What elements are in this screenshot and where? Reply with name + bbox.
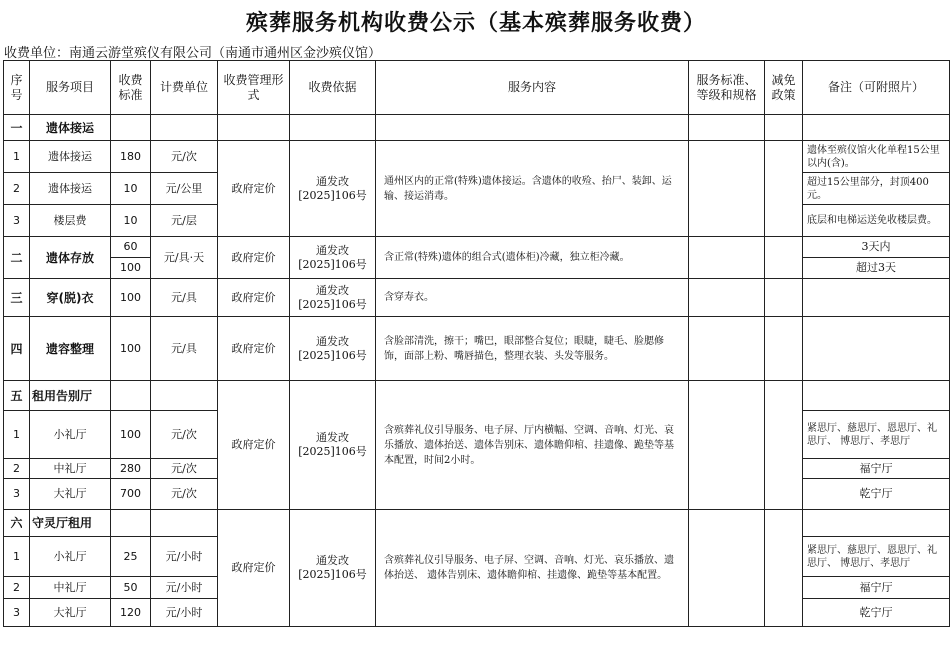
remark: 超过3天 <box>803 258 950 279</box>
basis: 通发改[2025]106号 <box>290 237 376 279</box>
table-row <box>4 279 950 317</box>
section-name: 穿(脱)衣 <box>30 279 111 317</box>
remark: 乾宁厅 <box>803 479 950 510</box>
charging-unit: 收费单位：南通云游堂殡仪有限公司（南通市通州区金沙殡仪馆） <box>4 46 382 61</box>
row-unit: 元/具·天 <box>151 237 218 279</box>
header-remarks: 备注（可附照片） <box>803 61 950 115</box>
service-content: 含穿寿衣。 <box>376 279 689 317</box>
section-row <box>4 510 950 537</box>
section-name: 租用告别厅 <box>30 381 111 411</box>
section-no: 六 <box>4 510 30 537</box>
remark: 紧思厅、慈思厅、恩思厅、礼思厅、 博思厅、孝思厅 <box>803 411 950 459</box>
row-no: 3 <box>4 205 30 237</box>
row-unit: 元/次 <box>151 479 218 510</box>
row-item: 大礼厅 <box>30 599 111 627</box>
remark: 福宁厅 <box>803 459 950 479</box>
basis: 通发改[2025]106号 <box>290 317 376 381</box>
remark: 乾宁厅 <box>803 599 950 627</box>
service-content: 含正常(特殊)遗体的组合式(遗体柜)冷藏，独立柜冷藏。 <box>376 237 689 279</box>
row-item: 楼层费 <box>30 205 111 237</box>
row-unit: 元/次 <box>151 459 218 479</box>
row-fee: 50 <box>111 577 151 599</box>
section-no: 五 <box>4 381 30 411</box>
row-no: 2 <box>4 577 30 599</box>
row-no: 3 <box>4 599 30 627</box>
header-seq: 序号 <box>4 61 30 115</box>
row-no: 1 <box>4 537 30 577</box>
section-no: 四 <box>4 317 30 381</box>
row-no: 3 <box>4 479 30 510</box>
header-mgmt-form: 收费管理形式 <box>218 61 290 115</box>
section-no: 一 <box>4 115 30 141</box>
row-unit: 元/层 <box>151 205 218 237</box>
mgmt-form: 政府定价 <box>218 237 290 279</box>
table-row <box>4 317 950 381</box>
remark: 3天内 <box>803 237 950 258</box>
row-fee: 100 <box>111 279 151 317</box>
section-row <box>4 381 950 411</box>
row-fee: 60 <box>111 237 151 258</box>
row-fee: 120 <box>111 599 151 627</box>
basis: 通发改[2025]106号 <box>290 141 376 237</box>
section-no: 二 <box>4 237 30 279</box>
row-item: 中礼厅 <box>30 459 111 479</box>
row-fee: 280 <box>111 459 151 479</box>
row-fee: 10 <box>111 205 151 237</box>
row-item: 大礼厅 <box>30 479 111 510</box>
table-row <box>4 237 950 258</box>
mgmt-form: 政府定价 <box>218 510 290 627</box>
header-waiver: 减免政策 <box>765 61 803 115</box>
mgmt-form: 政府定价 <box>218 381 290 510</box>
basis: 通发改[2025]106号 <box>290 381 376 510</box>
header-standard: 服务标准、等级和规格 <box>689 61 765 115</box>
row-no: 2 <box>4 459 30 479</box>
section-row <box>4 115 950 141</box>
basis: 通发改[2025]106号 <box>290 279 376 317</box>
header-item: 服务项目 <box>30 61 111 115</box>
row-no: 2 <box>4 173 30 205</box>
mgmt-form: 政府定价 <box>218 317 290 381</box>
service-content: 含脸部清洗，擦干；嘴巴，眼部整合复位；眼睫，睫毛、脸腮修饰，面部上粉、嘴唇描色，整理衣装、头发等服务。 <box>376 317 689 381</box>
fee-table <box>3 60 950 627</box>
row-fee: 100 <box>111 258 151 279</box>
section-name: 守灵厅租用 <box>30 510 111 537</box>
page-title: 殡葬服务机构收费公示（基本殡葬服务收费） <box>245 10 706 36</box>
section-name: 遗体接运 <box>30 115 111 141</box>
header-content: 服务内容 <box>376 61 689 115</box>
header-basis: 收费依据 <box>290 61 376 115</box>
row-item: 小礼厅 <box>30 411 111 459</box>
row-fee: 180 <box>111 141 151 173</box>
row-unit: 元/次 <box>151 411 218 459</box>
row-item: 遗体接运 <box>30 141 111 173</box>
remark: 紧思厅、慈思厅、恩思厅、礼思厅、 博思厅、孝思厅 <box>803 537 950 577</box>
row-unit: 元/小时 <box>151 537 218 577</box>
header-billing-unit: 计费单位 <box>151 61 218 115</box>
row-unit: 元/小时 <box>151 599 218 627</box>
service-content: 含殡葬礼仪引导服务、电子屏、空调、音响、灯光、哀乐播放、遗体抬送、 遗体告别床、遗体瞻仰棺、挂遗像、跪垫等基本配置。 <box>376 510 689 627</box>
row-fee: 100 <box>111 411 151 459</box>
service-content: 含殡葬礼仪引导服务、电子屏、厅内横幅、空调、音响、灯光、哀乐播放、遗体抬送、遗体告别床、遗体瞻仰棺、挂遗像、跪垫等基本配置，时间2小时。 <box>376 381 689 510</box>
row-no: 1 <box>4 141 30 173</box>
mgmt-form: 政府定价 <box>218 141 290 237</box>
row-fee: 700 <box>111 479 151 510</box>
row-fee: 100 <box>111 317 151 381</box>
section-no: 三 <box>4 279 30 317</box>
remark: 遗体至殡仪馆火化单程15公里以内(含)。 <box>803 141 950 173</box>
row-unit: 元/小时 <box>151 577 218 599</box>
row-fee: 25 <box>111 537 151 577</box>
row-unit: 元/具 <box>151 317 218 381</box>
remark: 超过15公里部分，封顶400元。 <box>803 173 950 205</box>
row-fee: 10 <box>111 173 151 205</box>
header-row <box>4 61 950 115</box>
row-item: 中礼厅 <box>30 577 111 599</box>
section-name: 遗容整理 <box>30 317 111 381</box>
basis: 通发改[2025]106号 <box>290 510 376 627</box>
row-unit: 元/具 <box>151 279 218 317</box>
row-no: 1 <box>4 411 30 459</box>
row-item: 小礼厅 <box>30 537 111 577</box>
table-row <box>4 141 950 173</box>
row-unit: 元/次 <box>151 141 218 173</box>
row-item: 遗体接运 <box>30 173 111 205</box>
section-name: 遗体存放 <box>30 237 111 279</box>
service-content: 通州区内的正常(特殊)遗体接运。含遗体的收殓、抬尸、装卸、运输、接运消毒。 <box>376 141 689 237</box>
remark: 底层和电梯运送免收楼层费。 <box>803 205 950 237</box>
header-fee: 收费标准 <box>111 61 151 115</box>
remark: 福宁厅 <box>803 577 950 599</box>
mgmt-form: 政府定价 <box>218 279 290 317</box>
row-unit: 元/公里 <box>151 173 218 205</box>
